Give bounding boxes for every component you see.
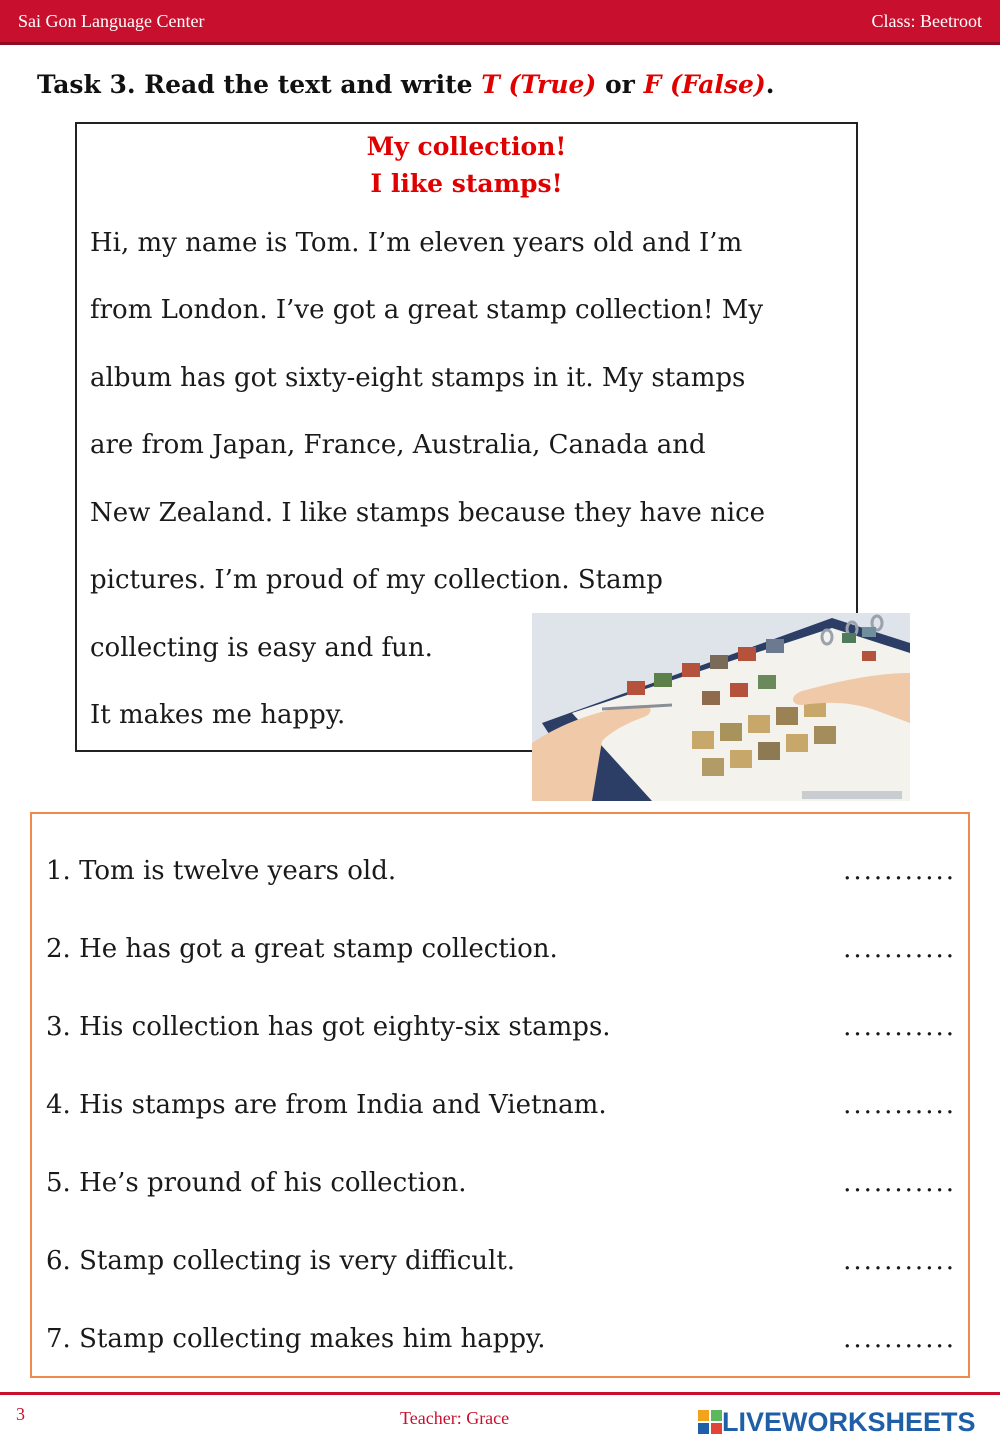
reading-line: pictures. I’m proud of my collection. Stamp xyxy=(90,565,663,595)
question-row xyxy=(46,1090,956,1120)
question-text: 6. Stamp collecting is very difficult. xyxy=(46,1246,516,1276)
liveworksheets-logo-icon xyxy=(698,1410,722,1434)
header-bar xyxy=(0,0,1000,45)
footer-rule xyxy=(0,1392,1000,1395)
class-label: Class: Beetroot xyxy=(871,10,982,31)
true-label: T (True) xyxy=(481,70,597,99)
reading-line: It makes me happy. xyxy=(90,700,346,730)
answer-blank[interactable]: ........... xyxy=(843,1324,956,1354)
reading-line: collecting is easy and fun. xyxy=(90,633,433,663)
reading-title-line-2: I like stamps! xyxy=(370,169,563,198)
question-text: 3. His collection has got eighty-six stamps. xyxy=(46,1012,611,1042)
question-row xyxy=(46,1012,956,1042)
false-label: F (False) xyxy=(643,70,766,99)
answer-blank[interactable]: ........... xyxy=(843,1246,956,1276)
question-text: 5. He’s pround of his collection. xyxy=(46,1168,467,1198)
question-text: 7. Stamp collecting makes him happy. xyxy=(46,1324,546,1354)
reading-line: New Zealand. I like stamps because they have nice xyxy=(90,498,766,528)
page-number: 3 xyxy=(16,1404,25,1424)
question-text: 2. He has got a great stamp collection. xyxy=(46,934,558,964)
task-title xyxy=(37,70,774,99)
question-row xyxy=(46,934,956,964)
reading-line: are from Japan, France, Australia, Canada and xyxy=(90,430,706,460)
task-period: . xyxy=(765,70,775,99)
reading-title-line-1: My collection! xyxy=(366,132,567,161)
questions-box xyxy=(30,812,970,1378)
reading-line: from London. I’ve got a great stamp collection! My xyxy=(90,295,764,325)
question-text: 1. Tom is twelve years old. xyxy=(46,856,397,886)
question-row xyxy=(46,1324,956,1354)
question-row xyxy=(46,1168,956,1198)
task-prefix: Task 3. Read the text and write xyxy=(37,70,473,99)
answer-blank[interactable]: ........... xyxy=(843,1012,956,1042)
answer-blank[interactable]: ........... xyxy=(843,934,956,964)
reading-line: Hi, my name is Tom. I’m eleven years old and I’m xyxy=(90,228,743,258)
or-word: or xyxy=(604,70,635,99)
question-row xyxy=(46,856,956,886)
teacher-name: Teacher: Grace xyxy=(400,1408,510,1428)
answer-blank[interactable]: ........... xyxy=(843,856,956,886)
answer-blank[interactable]: ........... xyxy=(843,1168,956,1198)
logo-text: LIVEWORKSHEETS xyxy=(722,1406,976,1437)
stamp-album-image xyxy=(532,613,910,801)
question-text: 4. His stamps are from India and Vietnam. xyxy=(46,1090,607,1120)
school-name: Sai Gon Language Center xyxy=(18,10,205,31)
reading-line: album has got sixty-eight stamps in it. My stamps xyxy=(90,363,746,393)
question-row xyxy=(46,1246,956,1276)
answer-blank[interactable]: ........... xyxy=(843,1090,956,1120)
liveworksheets-logo[interactable] xyxy=(698,1405,976,1439)
